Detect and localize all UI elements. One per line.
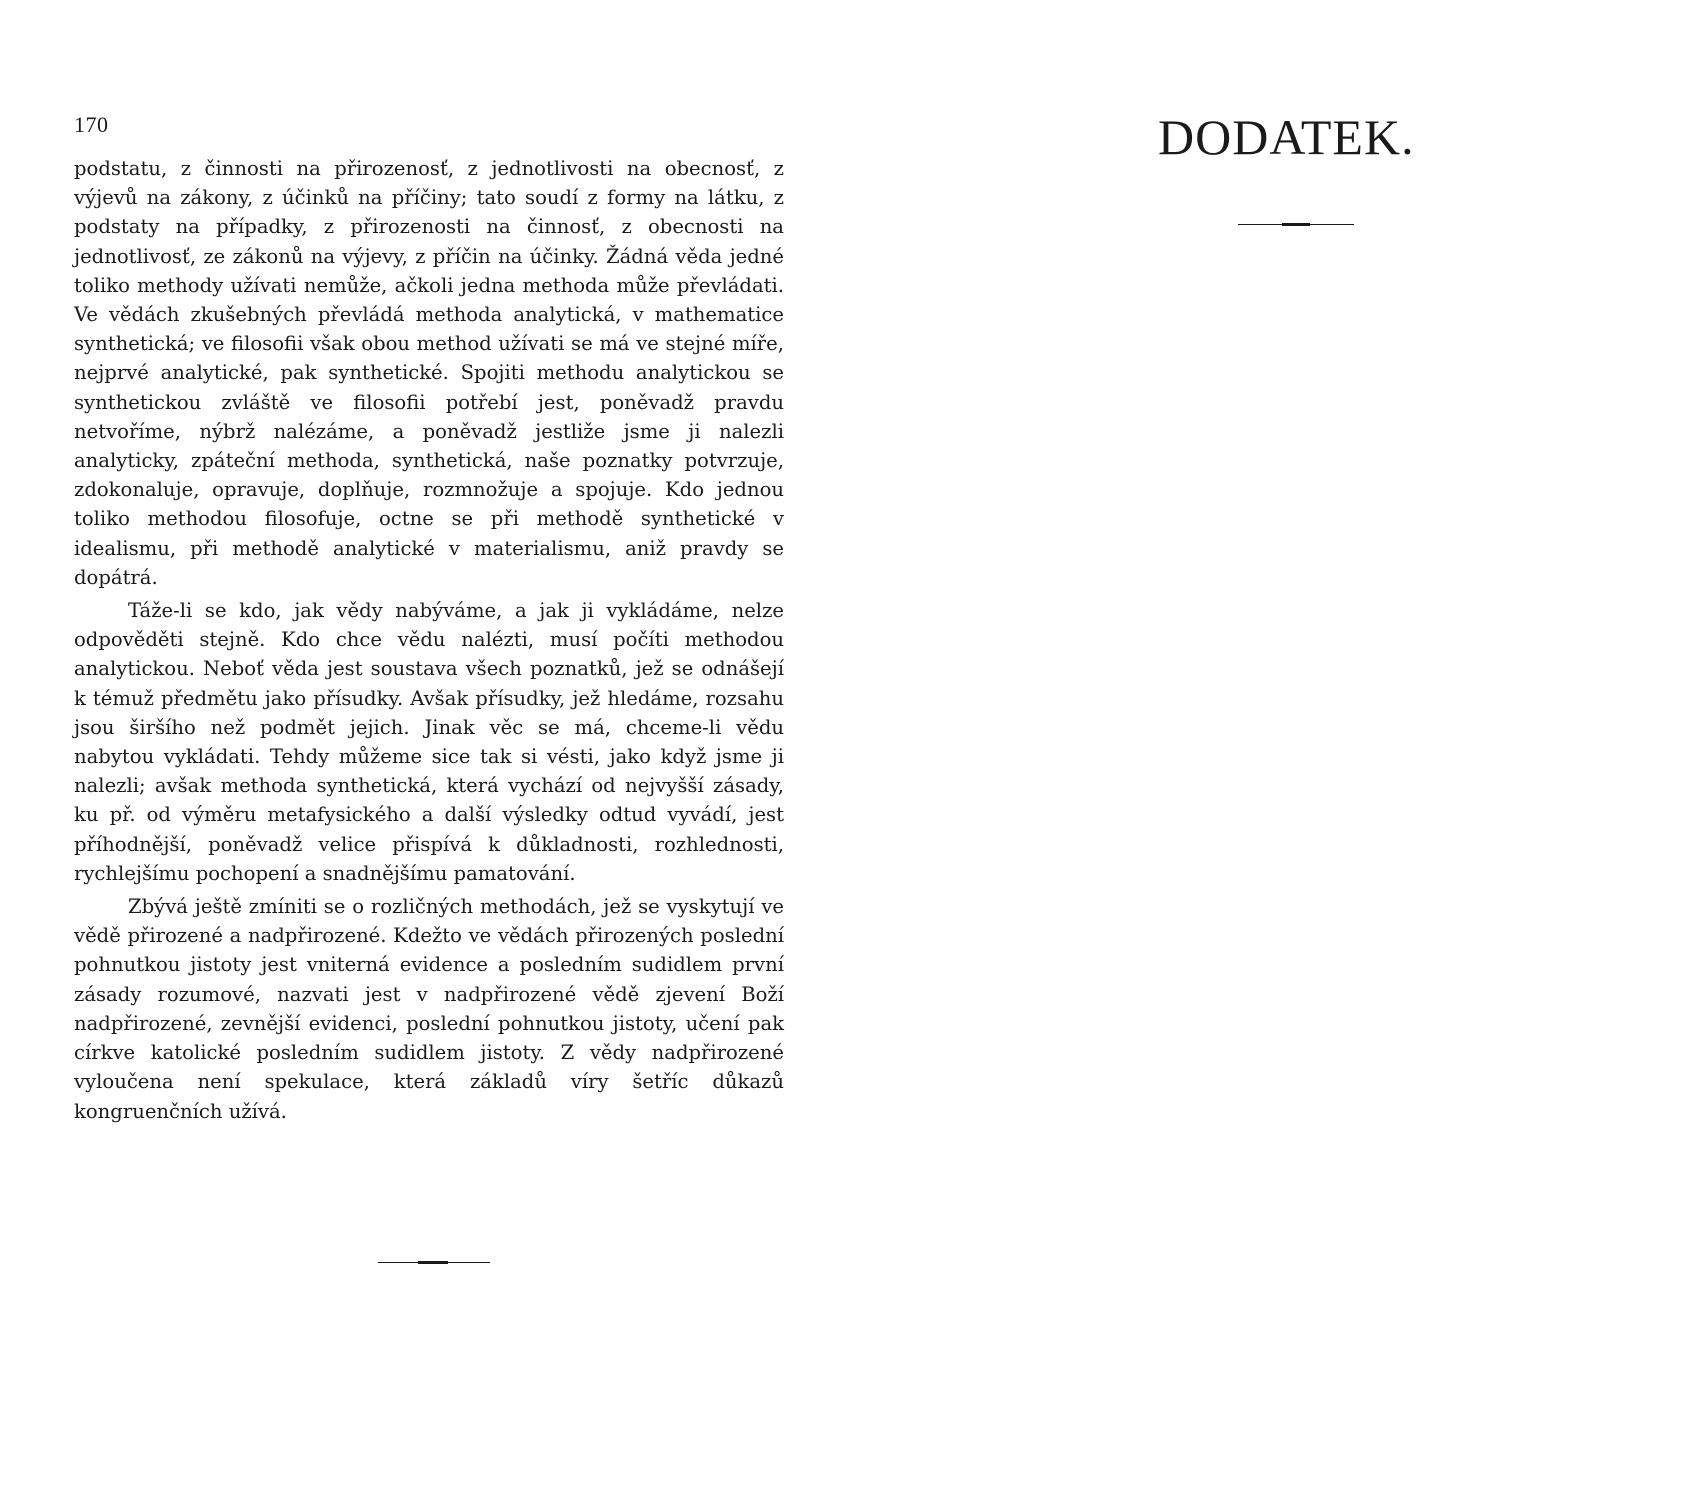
page-number: 170 xyxy=(74,112,109,137)
paragraph-2: Táže-li se kdo, jak vědy nabýváme, a jak ji vykládáme, nelze odpověděti stejně. Kdo chce vědu nalézti, musí počíti methodou analytickou. Neboť věda jest soustava všech poznatků, jež se odnášejí k témuž předmětu jako přísudky. Avšak přísudky, jež hledáme, rozsahu jsou širšího než podmět jejich. Jinak věc se má, chceme-li vědu nabytou vykládati. Tehdy můžeme sice tak si vésti, jako když jsme ji nalezli; avšak methoda synthetická, která vychází od nejvyšší zásady, ku př. od výměru metafysického a další výsledky odtud vyvádí, jest příhodnější, poněvadž velice přispívá k důkladnosti, rozhlednosti, rychlejšímu pochopení a snadnějšímu pamatování. xyxy=(74,599,784,885)
left-page xyxy=(74,112,784,1126)
title-rule xyxy=(1238,224,1354,225)
end-rule xyxy=(378,1262,490,1263)
paragraph-1: podstatu, z činnosti na přirozenosť, z jednotlivosti na obecnosť, z výjevů na zákony, z účinků na příčiny; tato soudí z formy na látku, z podstaty na případky, z přirozenosti na činnosť, z obecnosti na jednotlivosť, ze zákonů na výjevy, z příčin na účinky. Žádná věda jedné toliko methody užívati nemůže, ačkoli jedna methoda může převládati. Ve vědách zkušebných převládá methoda analytická, v mathematice synthetická; ve filosofii však obou method užívati se má ve stejné míře, nejprvé analytické, pak synthetické. Spojiti methodu analytickou se synthetickou zvláště ve filosofii potřebí jest, poněvadž pravdu netvoříme, nýbrž nalézáme, a poněvadž jestliže jsme ji nalezli analyticky, zpáteční methoda, synthetická, naše poznatky potvrzuje, zdokonaluje, opravuje, doplňuje, rozmnožuje a spojuje. Kdo jednou toliko methodou filosofuje, octne se při methodě synthetické v idealismu, při methodě analytické v materialismu, aniž pravdy se dopátrá. xyxy=(74,157,784,589)
section-title: DODATEK. xyxy=(1158,109,1415,165)
paragraph-3: Zbývá ještě zmíniti se o rozličných methodách, jež se vyskytují ve vědě přirozené a nadpřirozené. Kdežto ve vědách přirozených poslední pohnutkou jistoty jest vniterná evidence a posledním sudidlem první zásady rozumové, nazvati jest v nadpřirozené vědě zjevení Boží nadpřirozené, zevnější evidenci, poslední pohnutkou jistoty, učení pak církve katolické posledním sudidlem jistoty. Z vědy nadpřirozené vyloučena není spekulace, která základů víry šetříc důkazů kongruenčních užívá. xyxy=(74,895,784,1123)
